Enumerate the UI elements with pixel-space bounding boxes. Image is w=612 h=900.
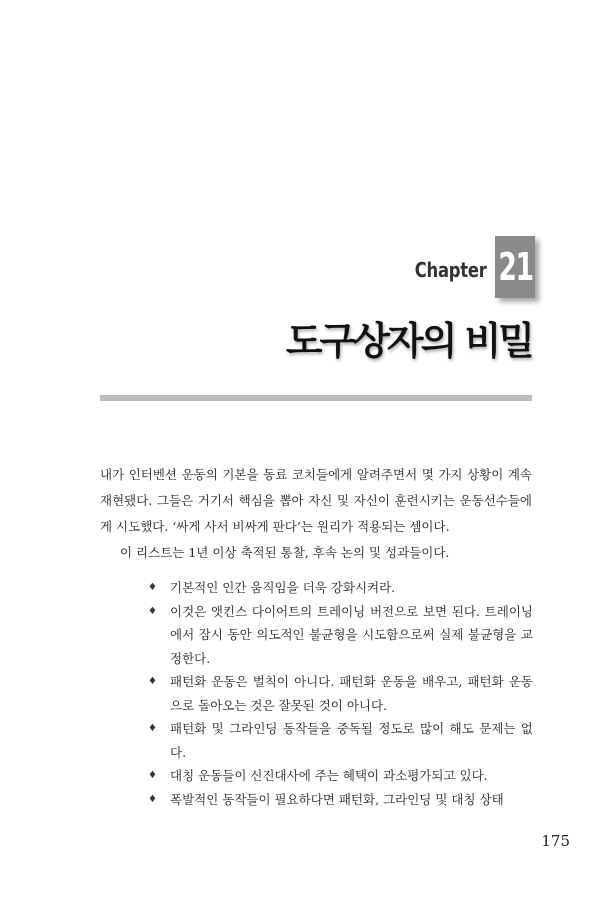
list-item bbox=[148, 788, 533, 812]
title-divider bbox=[100, 395, 532, 401]
list-item-text: 기본적인 인간 움직임을 더욱 강화시켜라. bbox=[170, 580, 396, 595]
list-item bbox=[148, 600, 533, 671]
list-item bbox=[148, 576, 533, 600]
diamond-bullet-icon: ♦ bbox=[148, 770, 157, 781]
diamond-bullet-icon: ♦ bbox=[148, 582, 157, 593]
list-item bbox=[148, 670, 533, 717]
chapter-title: 도구상자의 비밀 bbox=[285, 319, 532, 363]
chapter-label: Chapter bbox=[415, 258, 487, 282]
list-item-text: 패턴화 및 그라인딩 동작들을 중독될 정도로 많이 해도 문제는 없다. bbox=[170, 721, 533, 760]
insight-list bbox=[148, 576, 533, 811]
page-number: 175 bbox=[541, 832, 570, 850]
list-item bbox=[148, 764, 533, 788]
chapter-number-box bbox=[495, 236, 535, 298]
diamond-bullet-icon: ♦ bbox=[148, 723, 157, 734]
chapter-number: 21 bbox=[497, 245, 533, 289]
list-item bbox=[148, 717, 533, 764]
list-item-text: 패턴화 운동은 벌칙이 아니다. 패턴화 운동을 배우고, 패턴화 운동으로 돌아오는 것은 잘못된 것이 아니다. bbox=[170, 674, 533, 713]
list-item-text: 폭발적인 동작들이 필요하다면 패턴화, 그라인딩 및 대칭 상태 bbox=[170, 791, 504, 807]
intro-paragraph-2: 이 리스트는 1년 이상 축적된 통찰, 후속 논의 및 성과들이다. bbox=[120, 545, 450, 560]
chapter-heading bbox=[399, 228, 535, 290]
list-item-text: 이것은 앳킨스 다이어트의 트레이닝 버전으로 보면 된다. 트레이닝에서 잠시 동안 의도적인 불균형을 시도함으로써 실제 불균형을 교정한다. bbox=[170, 603, 533, 666]
diamond-bullet-icon: ♦ bbox=[148, 676, 157, 687]
list-item-text: 대칭 운동들이 신진대사에 주는 혜택이 과소평가되고 있다. bbox=[170, 768, 488, 783]
diamond-bullet-icon: ♦ bbox=[148, 605, 157, 617]
intro-text bbox=[100, 462, 532, 566]
diamond-bullet-icon: ♦ bbox=[148, 793, 157, 805]
intro-paragraph-1: 내가 인터벤션 운동의 기본을 동료 코치들에게 알려주면서 몇 가지 상황이 계속 재현됐다. 그들은 거기서 핵심을 뽑아 자신 및 자신이 훈련시키는 운동선수들에게 시도했다. ‘싸게 사서 비싸게 판다’는 원리가 적용되는 셈이다. bbox=[100, 467, 532, 534]
